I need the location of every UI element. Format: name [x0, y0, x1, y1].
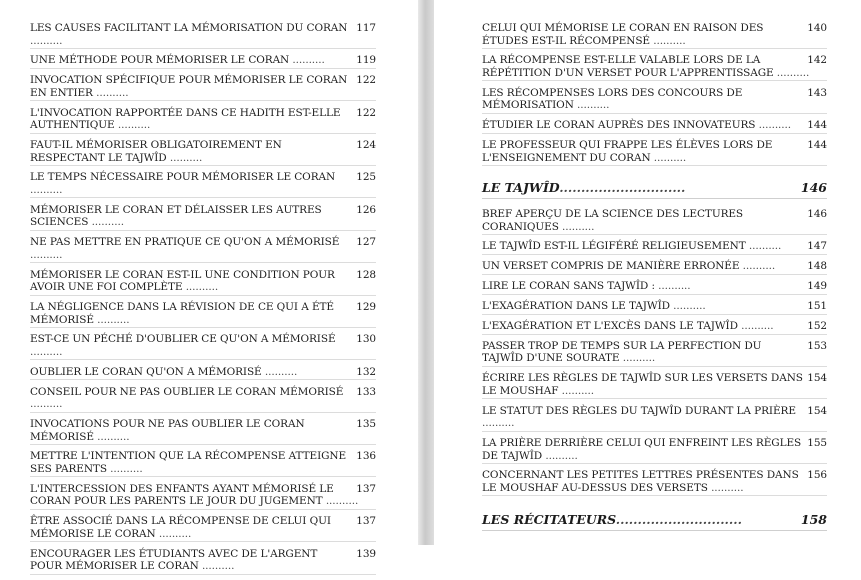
right-page: [434, 0, 861, 565]
toc-page-number: 146: [807, 208, 827, 221]
toc-entry-title: PASSER TROP DE TEMPS SUR LA PERFECTION DU TAJWÎD D'UNE SOURATE: [482, 339, 762, 365]
dot-leader: ..........: [669, 300, 706, 313]
toc-entry-title: LE STATUT DES RÈGLES DU TAJWÎD DURANT LA PRIÈRE: [482, 404, 796, 417]
toc-page-number: 154: [807, 404, 827, 417]
toc-entry[interactable]: [30, 107, 376, 134]
toc-entry[interactable]: [482, 139, 827, 166]
left-page: [0, 0, 418, 573]
dot-leader: ..........: [182, 281, 219, 294]
toc-entry[interactable]: [30, 548, 376, 575]
dot-leader: ..........: [198, 560, 235, 573]
toc-list-left: [30, 22, 376, 580]
toc-entry[interactable]: [30, 22, 376, 49]
dot-leader: ..........: [289, 54, 325, 67]
toc-entry[interactable]: [482, 208, 827, 235]
toc-entry-title: FAUT-IL MÉMORISER OBLIGATOIREMENT EN RESPECTANT LE TAJWÎD: [30, 139, 282, 164]
dot-leader: ..........: [745, 240, 782, 253]
toc-entry-title: LA PRIÈRE DERRIÈRE CELUI QUI ENFREINT LES RÈGLES DE TAJWÎD: [482, 437, 802, 462]
toc-entry[interactable]: [30, 515, 376, 542]
toc-entry-title: LES RÉCOMPENSES LORS DES CONCOURS DE MÉMORISATION: [482, 86, 743, 112]
toc-page-number: 140: [807, 22, 827, 34]
dot-leader: ..........: [649, 34, 686, 47]
toc-entry-title: L'INTERCESSION DES ENFANTS AYANT MÉMORISÉ LE CORAN POUR LES PARENTS LE JOUR DU JUGEMENT: [30, 482, 334, 508]
toc-entry-title: MÉMORISER LE CORAN EST-IL UNE CONDITION POUR AVOIR UNE FOI COMPLÈTE: [30, 268, 335, 294]
toc-entry[interactable]: [30, 236, 376, 263]
toc-entry-title: UN VERSET COMPRIS DE MANIÈRE ERRONÉE: [482, 260, 740, 273]
section-page-number: 158: [800, 512, 827, 528]
toc-page-number: 143: [807, 86, 827, 99]
toc-page-number: 122: [356, 74, 376, 87]
dot-leader: ..........: [88, 216, 124, 229]
dot-leader: ..........: [737, 320, 774, 333]
dot-leader: ..........: [261, 365, 298, 378]
toc-entry[interactable]: [482, 320, 827, 335]
toc-page-number: 144: [807, 119, 827, 132]
toc-entry[interactable]: [482, 340, 827, 367]
toc-entry-title: LE PROFESSEUR QUI FRAPPE LES ÉLÈVES LORS DE L'ENSEIGNEMENT DU CORAN: [482, 139, 773, 164]
dot-leader: ..........: [92, 86, 129, 99]
toc-entry[interactable]: [482, 119, 827, 134]
toc-page-number: 129: [356, 301, 376, 314]
dot-leader: ..........: [773, 66, 810, 79]
toc-page-number: 133: [356, 385, 376, 398]
toc-entry-title: ÉCRIRE LES RÈGLES DE TAJWÎD SUR LES VERSETS DANS LE MOUSHAF: [482, 372, 803, 397]
section-heading-tajwid[interactable]: 146 LE TAJWÎD.............................: [482, 180, 827, 199]
toc-entry[interactable]: [482, 405, 827, 432]
toc-entry-title: LA RÉCOMPENSE EST-ELLE VALABLE LORS DE LA RÉPÉTITION D'UN VERSET POUR L'APPRENTISSAGE: [482, 54, 774, 79]
toc-entry-title: LA NÉGLIGENCE DANS LA RÉVISION DE CE QUI A ÉTÉ MÉMORISÉ: [30, 301, 334, 326]
toc-entry-title: BREF APERÇU DE LA SCIENCE DES LECTURES CORANIQUES: [482, 208, 744, 233]
dot-leader: ..........: [155, 527, 192, 540]
toc-entry-title: ÉTUDIER LE CORAN AUPRÈS DES INNOVATEURS: [482, 119, 756, 132]
toc-page-number: 124: [356, 139, 376, 152]
toc-page-number: 119: [356, 54, 376, 67]
toc-entry[interactable]: [30, 74, 376, 101]
toc-entry-title: LES CAUSES FACILITANT LA MÉMORISATION DU CORAN: [30, 22, 348, 34]
toc-page-number: 151: [807, 300, 827, 313]
toc-page-number: 154: [807, 372, 827, 385]
toc-entry[interactable]: [482, 280, 827, 295]
toc-entry[interactable]: [482, 240, 827, 255]
section-heading-reciters[interactable]: 158 LES RÉCITATEURS.............................: [482, 512, 827, 531]
toc-page-number: 125: [356, 171, 376, 184]
toc-page-number: 122: [356, 106, 376, 119]
section-page-number: 146: [800, 180, 827, 196]
dot-leader: ..........: [93, 430, 130, 443]
toc-entry-title: OUBLIER LE CORAN QU'ON A MÉMORISÉ: [30, 365, 262, 378]
toc-entry-title: INVOCATIONS POUR NE PAS OUBLIER LE CORAN MÉMORISÉ: [30, 418, 305, 443]
toc-entry-title: L'EXAGÉRATION ET L'EXCÈS DANS LE TAJWÎD: [482, 320, 738, 333]
toc-entry-title: LE TAJWÎD EST-IL LÉGIFÉRÉ RELIGIEUSEMENT: [482, 240, 746, 253]
toc-entry-title: LE TEMPS NÉCESSAIRE POUR MÉMORISER LE CORAN: [30, 171, 336, 184]
toc-entry-title: EST-CE UN PÉCHÉ D'OUBLIER CE QU'ON A MÉMORISÉ: [30, 333, 336, 346]
toc-entry[interactable]: [482, 469, 827, 496]
toc-page-number: 135: [356, 418, 376, 431]
toc-page-number: 132: [356, 365, 376, 378]
toc-entry-title: MÉMORISER LE CORAN ET DÉLAISSER LES AUTRES SCIENCES: [30, 203, 322, 229]
dot-leader: ..........: [30, 34, 63, 47]
toc-page-number: 147: [807, 240, 827, 253]
dot-leader: ..........: [739, 260, 776, 273]
dot-leader: ..........: [114, 119, 151, 132]
section-title: LES RÉCITATEURS: [482, 512, 616, 528]
toc-entry[interactable]: [30, 418, 376, 445]
dot-leader: ..........: [755, 119, 792, 132]
section-title: LE TAJWÎD: [482, 180, 560, 196]
toc-entry-title: METTRE L'INTENTION QUE LA RÉCOMPENSE ATTEIGNE SES PARENTS: [30, 450, 347, 475]
book-gutter: [418, 0, 434, 545]
toc-entry[interactable]: [30, 333, 376, 360]
dot-leader: ..........: [558, 384, 595, 397]
toc-page-number: 126: [356, 203, 376, 216]
toc-entry[interactable]: [482, 437, 827, 464]
toc-page-number: 127: [356, 236, 376, 249]
toc-entry[interactable]: [30, 139, 376, 166]
toc-page-number: 142: [807, 54, 827, 67]
dot-leader: ..........: [558, 220, 595, 233]
toc-entry-title: LIRE LE CORAN SANS TAJWÎD :: [482, 280, 655, 293]
dot-leader: ..........: [707, 481, 744, 494]
dot-leader: ..........: [93, 313, 130, 326]
dot-leader: ..........: [650, 151, 687, 164]
toc-page-number: 155: [807, 437, 827, 450]
dot-leader: ..........: [30, 345, 63, 358]
toc-entry[interactable]: [482, 300, 827, 315]
toc-entry-title: L'INVOCATION RAPPORTÉE DANS CE HADITH EST-ELLE AUTHENTIQUE: [30, 106, 341, 132]
toc-entry-title: NE PAS METTRE EN PRATIQUE CE QU'ON A MÉMORISÉ: [30, 236, 340, 249]
toc-entry[interactable]: [482, 372, 827, 399]
toc-entry-title: ENCOURAGER LES ÉTUDIANTS AVEC DE L'ARGENT POUR MÉMORISER LE CORAN: [30, 547, 318, 573]
toc-entry[interactable]: [30, 269, 376, 296]
toc-page-number: 144: [807, 139, 827, 152]
toc-page-number: 149: [807, 280, 827, 293]
toc-page-number: 137: [356, 515, 376, 528]
toc-page-number: 139: [356, 547, 376, 560]
dot-leader: ..........: [106, 462, 143, 475]
toc-entry[interactable]: [30, 450, 376, 477]
toc-page-number: 137: [356, 482, 376, 495]
toc-entry[interactable]: [30, 171, 376, 198]
toc-entry-title: CONCERNANT LES PETITES LETTRES PRÉSENTES DANS LE MOUSHAF AU-DESSUS DES VERSETS: [482, 469, 799, 494]
toc-page-number: 128: [356, 268, 376, 281]
dot-leader: ..........: [619, 352, 656, 365]
toc-page-number: 148: [807, 260, 827, 273]
toc-entry[interactable]: [30, 204, 376, 231]
toc-entry[interactable]: [30, 366, 376, 381]
toc-page-number: 130: [356, 333, 376, 346]
dot-leader: ..........: [30, 183, 63, 196]
toc-entry-title: INVOCATION SPÉCIFIQUE POUR MÉMORISER LE CORAN EN ENTIER: [30, 74, 348, 99]
toc-entry[interactable]: [482, 22, 827, 49]
toc-entry[interactable]: [482, 260, 827, 275]
toc-page-number: 136: [356, 450, 376, 463]
toc-page-number: 153: [807, 339, 827, 352]
dot-leader: ..........: [166, 151, 203, 164]
dot-leader: ..........: [30, 248, 63, 261]
toc-entry-title: ÊTRE ASSOCIÉ DANS LA RÉCOMPENSE DE CELUI QUI MÉMORISE LE CORAN: [30, 515, 331, 540]
dot-leader: ..........: [482, 417, 515, 430]
toc-entry[interactable]: [482, 54, 827, 81]
toc-entry[interactable]: [30, 54, 376, 69]
toc-entry-title: CELUI QUI MÉMORISE LE CORAN EN RAISON DES ÉTUDES EST-IL RÉCOMPENSÉ: [482, 22, 764, 47]
toc-page-number: 152: [807, 320, 827, 333]
toc-page-number: 156: [807, 469, 827, 482]
toc-entry[interactable]: [482, 87, 827, 114]
toc-entry[interactable]: [30, 483, 376, 510]
toc-entry[interactable]: [30, 386, 376, 413]
dot-leader: ..........: [30, 398, 63, 411]
toc-page-number: 117: [356, 22, 376, 34]
toc-entry-title: UNE MÉTHODE POUR MÉMORISER LE CORAN: [30, 54, 290, 67]
toc-entry[interactable]: [30, 301, 376, 328]
toc-entry-title: CONSEIL POUR NE PAS OUBLIER LE CORAN MÉMORISÉ: [30, 385, 344, 398]
dot-leader: ..........: [322, 495, 359, 508]
toc-list-right: [482, 22, 827, 540]
dot-leader: ..........: [542, 449, 578, 462]
dot-leader: ..........: [573, 99, 610, 112]
dot-leader: ..........: [654, 280, 691, 293]
toc-entry-title: L'EXAGÉRATION DANS LE TAJWÎD: [482, 300, 670, 313]
